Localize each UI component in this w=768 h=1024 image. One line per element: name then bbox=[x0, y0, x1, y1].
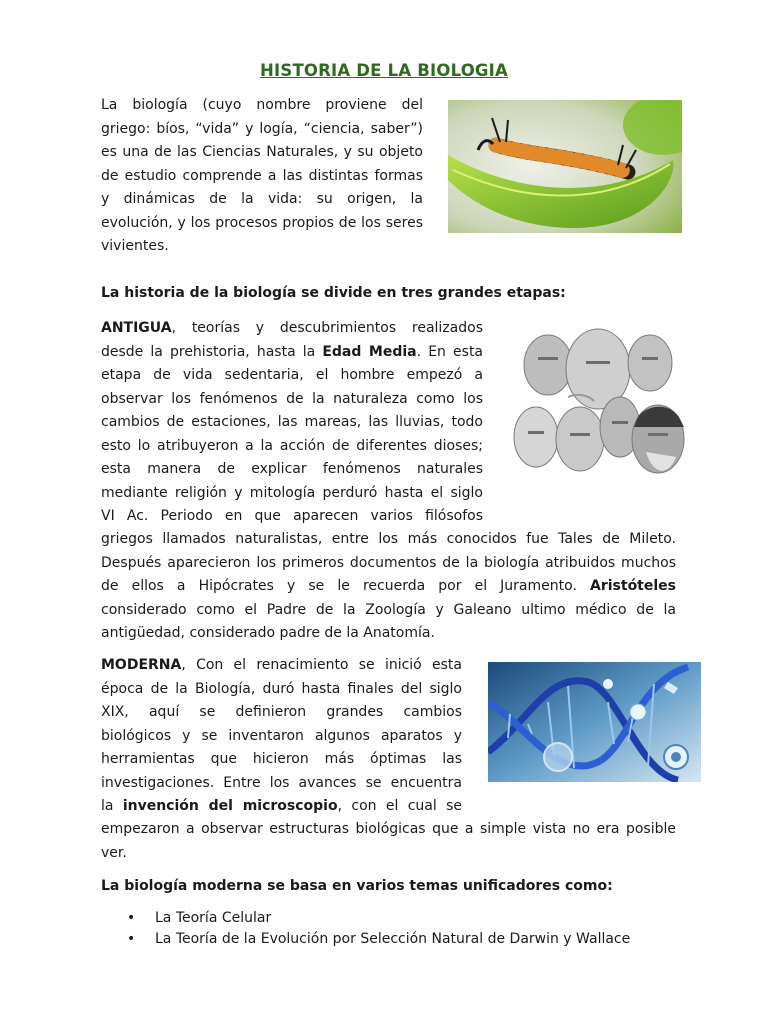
intro-line: La biología (cuyo nombre proviene del bbox=[101, 97, 423, 113]
microscopio-term: invención del microscopio bbox=[122, 798, 338, 814]
intro-line: es una de las Ciencias Naturales, y su objeto bbox=[101, 144, 423, 160]
moderna-line: empezaron a observar estructuras biológicas que a simple vista no era posible bbox=[101, 821, 676, 837]
list-item bbox=[127, 929, 630, 950]
themes-heading: La biología moderna se basa en varios temas unificadores como: bbox=[101, 878, 613, 894]
aristoteles-term: Aristóteles bbox=[590, 578, 676, 594]
antigua-line-text: , teorías y descubrimientos realizados bbox=[171, 320, 483, 336]
stages-heading: La historia de la biología se divide en tres grandes etapas: bbox=[101, 285, 566, 301]
moderna-line bbox=[101, 654, 462, 678]
topic-text: La Teoría Celular bbox=[155, 910, 272, 926]
antigua-line: antigüedad, considerado padre de la Anatomía. bbox=[101, 625, 435, 641]
moderna-line: investigaciones. Entre los avances se encuentra bbox=[101, 774, 462, 791]
moderna-paragraph-top bbox=[101, 654, 462, 819]
antigua-line-text: . En esta bbox=[416, 343, 484, 360]
antigua-line: cambios de estaciones, las mareas, las lluvias, todo bbox=[101, 414, 483, 430]
caterpillar-image bbox=[448, 100, 682, 233]
bullet-icon: • bbox=[127, 931, 136, 947]
antigua-line bbox=[101, 575, 676, 599]
moderna-line: biológicos y se inventaron algunos aparatos y bbox=[101, 727, 462, 744]
intro-line: vivientes. bbox=[101, 238, 169, 254]
antigua-line bbox=[101, 317, 483, 341]
moderna-paragraph-bottom bbox=[101, 818, 676, 865]
topics-list bbox=[127, 908, 630, 950]
antigua-line: esta manera de explicar fenómenos naturales bbox=[101, 461, 483, 477]
intro-line: evolución, y los procesos propios de los seres bbox=[101, 214, 423, 231]
intro-line: de estudio comprende a las distintas formas bbox=[101, 167, 423, 184]
antigua-line: observar los fenómenos de la naturaleza como los bbox=[101, 390, 483, 407]
antigua-line: VI Ac. Periodo en que aparecen varios filósofos bbox=[101, 508, 483, 524]
moderna-line: herramientas que hicieron más óptimas las bbox=[101, 751, 462, 767]
bullet-icon: • bbox=[127, 910, 136, 926]
antigua-line: Después aparecieron los primeros documentos de la biología atribuidos muchos bbox=[101, 554, 676, 571]
antigua-paragraph-top bbox=[101, 317, 483, 529]
antigua-line: etapa de vida sedentaria, el hombre empezó a bbox=[101, 367, 483, 383]
edad-media-term: Edad Media bbox=[322, 343, 417, 360]
moderna-line-text: , Con el renacimiento se inició esta bbox=[181, 657, 462, 673]
antigua-paragraph-bottom bbox=[101, 528, 676, 646]
moderna-line: época de la Biología, duró hasta finales del siglo bbox=[101, 680, 462, 697]
antigua-label: ANTIGUA bbox=[101, 320, 172, 336]
antigua-line: mediante religión y mitología perduró hasta el siglo bbox=[101, 484, 483, 501]
moderna-label: MODERNA bbox=[101, 657, 182, 673]
dna-helix-image bbox=[488, 662, 701, 782]
topic-text: La Teoría de la Evolución por Selección Natural de Darwin y Wallace bbox=[155, 931, 631, 947]
list-item bbox=[127, 908, 630, 929]
moderna-line bbox=[101, 795, 462, 819]
antigua-line bbox=[101, 341, 483, 365]
moderna-line-text: la bbox=[101, 798, 123, 814]
moderna-line: ver. bbox=[101, 844, 127, 861]
intro-line: y dinámicas de la vida: su origen, la bbox=[101, 191, 423, 207]
antigua-line: considerado como el Padre de la Zoología y Galeano ultimo médico de la bbox=[101, 601, 676, 618]
antigua-line: esto lo atribuyeron a la acción de diferentes dioses; bbox=[101, 437, 483, 454]
antigua-line: griegos llamados naturalistas, entre los más conocidos fue Tales de Mileto. bbox=[101, 531, 676, 547]
intro-line: griego: bíos, “vida” y logía, “ciencia, saber”) bbox=[101, 120, 423, 137]
moderna-line: XIX, aquí se definieron grandes cambios bbox=[101, 704, 462, 720]
page-title: HISTORIA DE LA BIOLOGIA bbox=[260, 61, 508, 80]
moderna-line-text: , con el cual se bbox=[337, 798, 462, 814]
antigua-line-text: desde la prehistoria, hasta la bbox=[101, 343, 323, 360]
antigua-line-text: de ellos a Hipócrates y se le recuerda por el Juramento. bbox=[101, 578, 577, 594]
intro-paragraph bbox=[101, 94, 423, 259]
philosophers-busts-image bbox=[508, 327, 692, 480]
